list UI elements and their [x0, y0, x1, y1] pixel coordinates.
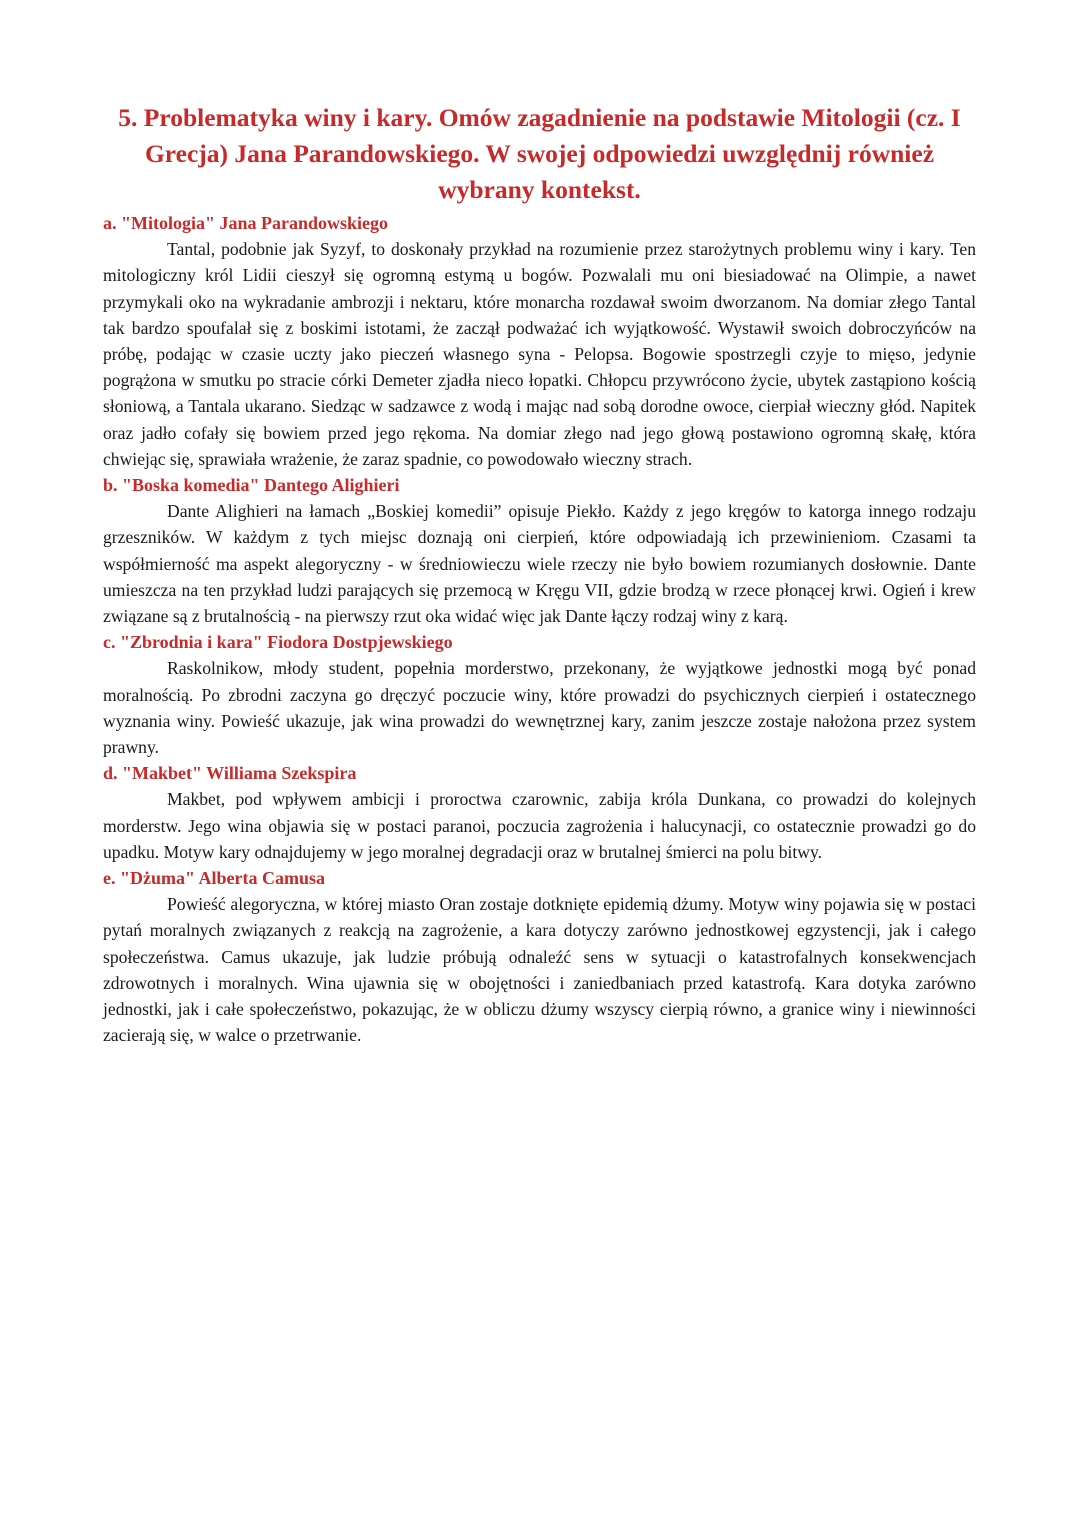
section-dzuma [103, 865, 976, 1048]
section-boska-komedia [103, 472, 976, 629]
section-mitologia [103, 210, 976, 472]
section-makbet [103, 760, 976, 865]
section-paragraph: Powieść alegoryczna, w której miasto Oran zostaje dotknięte epidemią dżumy. Motyw winy pojawia się w postaci pytań moralnych związanych z reakcją na zagrożenie, a kara dotyczy zarówno jednostkowej egzystencji, jak i całego społeczeństwa. Camus ukazuje, jak ludzie próbują odnaleźć sens w sytuacji o katastrofalnych konsekwencjach zdrowotnych i moralnych. Wina ujawnia się w obojętności i zaniedbaniach przed katastrofą. Kara dotyka zarówno jednostki, jak i całe społeczeństwo, pokazując, że w obliczu dżumy wszyscy cierpią równo, a granice winy i niewinności zacierają się, w walce o przetrwanie. [103, 894, 976, 1046]
section-heading: c. "Zbrodnia i kara" Fiodora Dostpjewskiego [103, 632, 453, 653]
section-paragraph: Dante Alighieri na łamach „Boskiej komedii” opisuje Piekło. Każdy z jego kręgów to katorga innego rodzaju grzeszników. W każdym z tych miejsc doznają oni cierpień, które odpowiadają ich przewinieniom. Czasami ta współmierność ma aspekt alegoryczny - w średniowieczu wiele rzeczy nie było bowiem rozumianych dosłownie. Dante umieszcza na ten przykład ludzi parających się przemocą w Kręgu VII, gdzie brodzą w rzece płonącej krwi. Ogień i krew związane są z brutalnością - na pierwszy rzut oka widać więc jak Dante łączy rodzaj winy z karą. [103, 501, 976, 627]
section-paragraph: Tantal, podobnie jak Syzyf, to doskonały przykład na rozumienie przez starożytnych problemu winy i kary. Ten mitologiczny król Lidii cieszył się ogromną estymą u bogów. Pozwalali mu oni biesiadować na Olimpie, a nawet przymykali oko na wykradanie ambrozji i nektaru, które monarcha rozdawał swoim dworzanom. Na domiar złego Tantal tak bardzo spoufalał się z boskimi istotami, że zaczął podważać ich wyjątkowość. Wystawił swoich dobroczyńców na próbę, podając w czasie uczty jako pieczeń własnego syna - Pelopsa. Bogowie spostrzegli czyje to mięso, jedynie pogrążona w smutku po stracie córki Demeter zjadła nieco łopatki. Chłopcu przywrócono życie, ubytek zastąpiono kością słoniową, a Tantala ukarano. Siedząc w sadzawce z wodą i mając nad sobą dorodne owoce, cierpiał wieczny głód. Napitek oraz jadło cofały się bowiem przed jego rękoma. Na domiar złego nad jego głową postawiono ogromną skałę, która chwiejąc się, sprawiała wrażenie, że zaraz spadnie, co powodowało wieczny strach. [103, 239, 976, 469]
section-heading: b. "Boska komedia" Dantego Alighieri [103, 475, 400, 496]
section-paragraph: Raskolnikow, młody student, popełnia morderstwo, przekonany, że wyjątkowe jednostki mogą być ponad moralnością. Po zbrodni zaczyna go dręczyć poczucie winy, które prowadzi do psychicznych cierpień i ostatecznego wyznania winy. Powieść ukazuje, jak wina prowadzi do wewnętrznej kary, zanim jeszcze zostaje nałożona przez system prawny. [103, 658, 976, 758]
section-paragraph: Makbet, pod wpływem ambicji i proroctwa czarownic, zabija króla Dunkana, co prowadzi do kolejnych morderstw. Jego wina objawia się w postaci paranoi, poczucia zagrożenia i halucynacji, co ostatecznie prowadzi go do upadku. Motyw kary odnajdujemy w jego moralnej degradacji oraz w brutalnej śmierci na polu bitwy. [103, 789, 976, 862]
document-page [103, 100, 976, 1049]
section-heading: d. "Makbet" Williama Szekspira [103, 763, 357, 784]
section-heading: e. "Dżuma" Alberta Camusa [103, 868, 325, 889]
section-zbrodnia-i-kara [103, 629, 976, 760]
section-heading: a. "Mitologia" Jana Parandowskiego [103, 213, 388, 233]
page-title: 5. Problematyka winy i kary. Omów zagadnienie na podstawie Mitologii (cz. I Grecja) Jana Parandowskiego. W swojej odpowiedzi uwzględnij również wybrany kontekst. [118, 103, 961, 204]
